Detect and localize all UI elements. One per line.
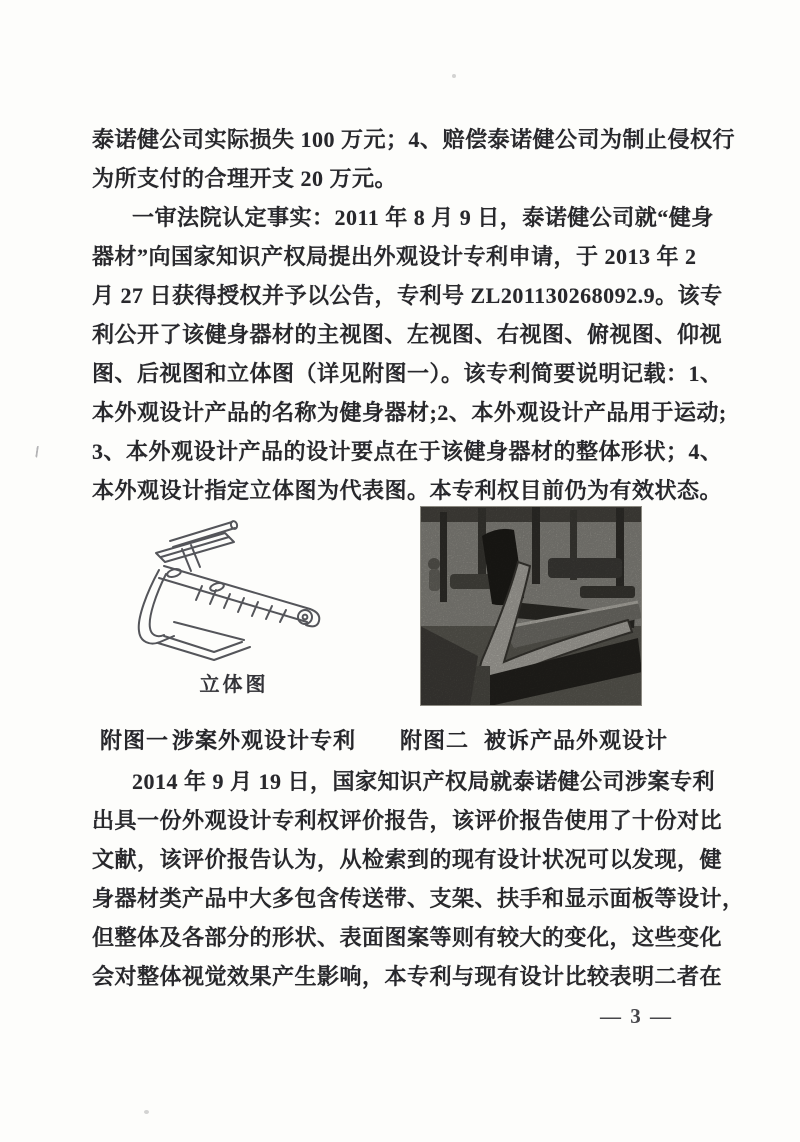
figure2-title: 被诉产品外观设计 xyxy=(484,728,669,753)
figure1-tag: 附图一 xyxy=(100,728,170,753)
text-line: 本外观设计产品的名称为健身器材;2、本外观设计产品用于运动; xyxy=(92,400,727,425)
accused-product-photo xyxy=(420,506,642,706)
text-line: 图、后视图和立体图（详见附图一）。该专利简要说明记载：1、 xyxy=(92,361,723,386)
text-line: 文献，该评价报告认为，从检索到的现有设计状况可以发现，健 xyxy=(92,847,723,872)
body-paragraph-court-findings xyxy=(92,198,728,510)
text-line: 身器材类产品中大多包含传送带、支架、扶手和显示面板等设计， xyxy=(92,886,745,911)
page-number: — 3 — xyxy=(600,1004,673,1028)
text-line: 一审法院认定事实：2011 年 8 月 9 日，泰诺健公司就“健身 xyxy=(132,205,714,230)
page-content xyxy=(92,120,745,996)
body-paragraph-evaluation-report xyxy=(92,762,745,996)
patent-drawing-figure xyxy=(128,514,340,697)
scan-artifact-mark xyxy=(35,446,43,459)
drawing-caption: 立体图 xyxy=(199,674,269,696)
body-paragraph-damages xyxy=(92,120,736,198)
gym-treadmill-photo xyxy=(420,506,642,706)
text-line: 会对整体视觉效果产生影响，本专利与现有设计比较表明二者在 xyxy=(92,964,723,989)
text-line: 出具一份外观设计专利权评价报告，该评价报告使用了十份对比 xyxy=(92,808,723,833)
text-line: 本外观设计指定立体图为代表图。本专利权目前仍为有效状态。 xyxy=(92,478,723,503)
figures-row xyxy=(92,510,728,726)
figure-captions xyxy=(92,726,728,762)
text-line: 但整体及各部分的形状、表面图案等则有较大的变化，这些变化 xyxy=(92,925,723,950)
scan-artifact-speck xyxy=(144,1110,149,1114)
text-line: 利公开了该健身器材的主视图、左视图、右视图、俯视图、仰视 xyxy=(92,322,723,347)
figure1-title: 涉案外观设计专利 xyxy=(172,728,357,753)
text-line: 月 27 日获得授权并予以公告，专利号 ZL201130268092.9。该专 xyxy=(92,283,723,308)
text-line: 器材”向国家知识产权局提出外观设计专利申请，于 2013 年 2 xyxy=(92,244,697,269)
figure2-tag: 附图二 xyxy=(400,728,470,753)
text-line: 2014 年 9 月 19 日，国家知识产权局就泰诺健公司涉案专利 xyxy=(132,769,716,794)
text-line: 为所支付的合理开支 20 万元。 xyxy=(92,166,398,191)
text-line: 3、本外观设计产品的设计要点在于该健身器材的整体形状；4、 xyxy=(92,439,723,464)
treadmill-line-drawing xyxy=(128,514,340,666)
scan-artifact-speck xyxy=(452,74,456,78)
text-line: 泰诺健公司实际损失 100 万元；4、赔偿泰诺健公司为制止侵权行 xyxy=(92,127,736,152)
